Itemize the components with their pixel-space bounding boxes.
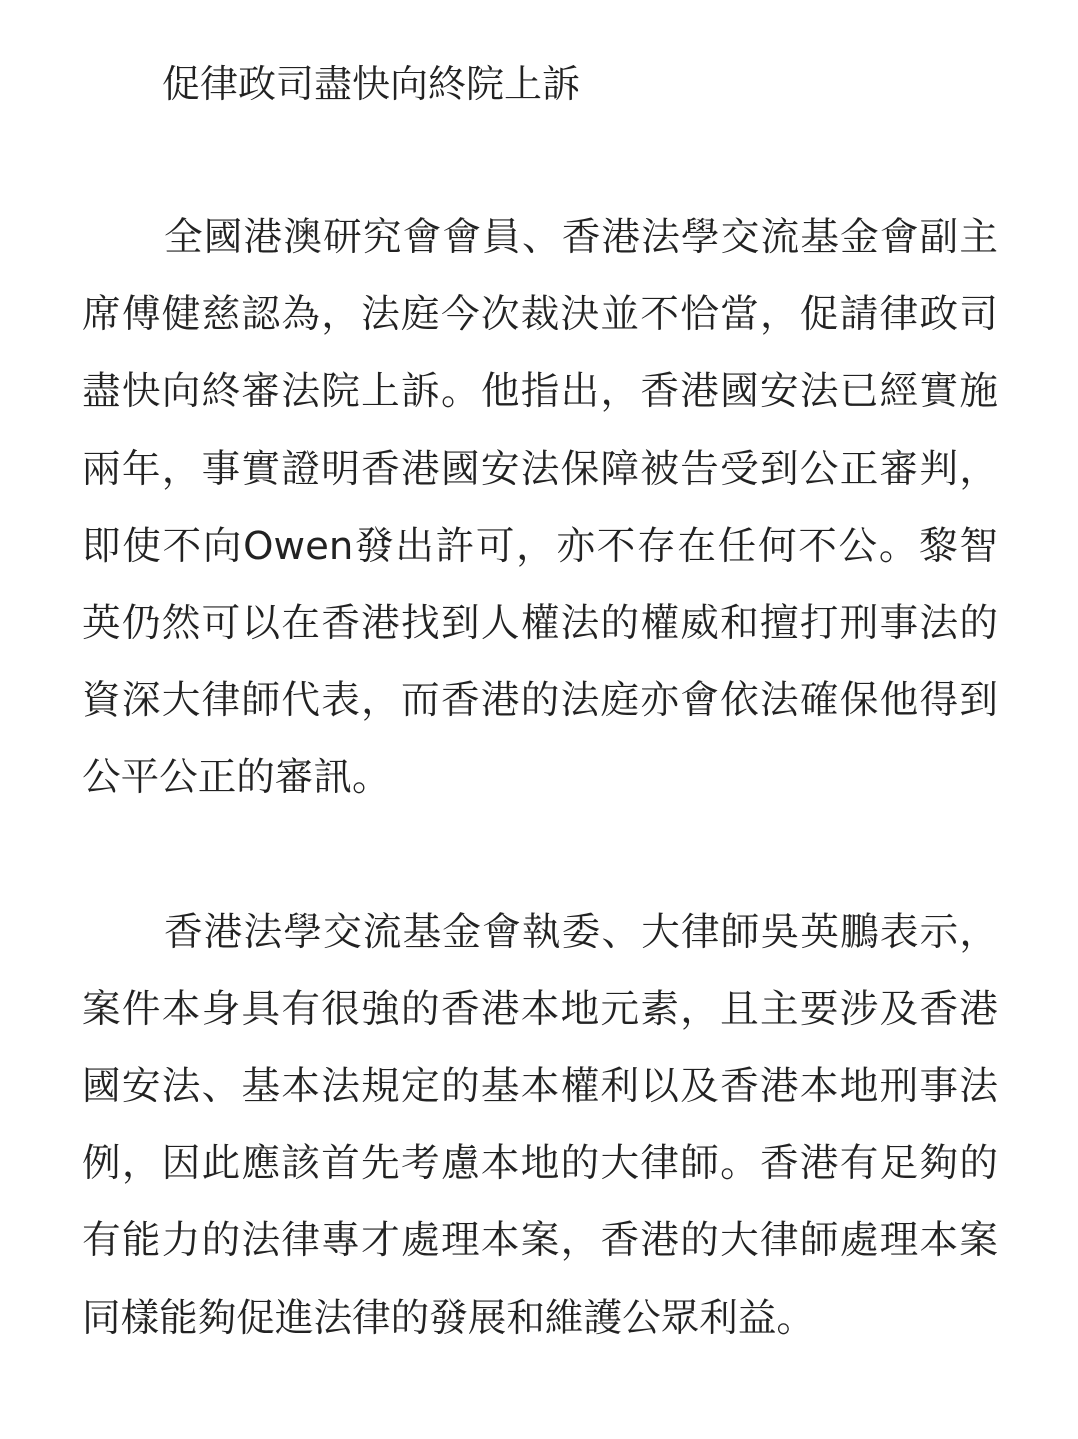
article-body: [82, 46, 998, 1357]
paragraph-spacer: [82, 122, 998, 199]
section-heading: 促律政司盡快向終院上訴: [162, 62, 581, 106]
paragraph-2: 香港法學交流基金會執委、大律師吳英鵬表示，案件本身具有很強的香港本地元素，且主要涉及香港國安法、基本法規定的基本權利以及香港本地刑事法例，因此應該首先考慮本地的大律師。香港有足夠的有能力的法律專才處理本案，香港的大律師處理本案同樣能夠促進法律的發展和維護公眾利益。: [82, 909, 998, 1341]
paragraph-1: 全國港澳研究會會員、香港法學交流基金會副主席傅健慈認為，法庭今次裁決並不恰當，促請律政司盡快向終審法院上訴。他指出，香港國安法已經實施兩年，事實證明香港國安法保障被告受到公正審判，即使不向Owen發出許可，亦不存在任何不公。黎智英仍然可以在香港找到人權法的權威和擅打刑事法的資深大律師代表，而香港的法庭亦會依法確保他得到公平公正的審訊。: [82, 215, 998, 801]
paragraph-spacer: [82, 817, 998, 894]
